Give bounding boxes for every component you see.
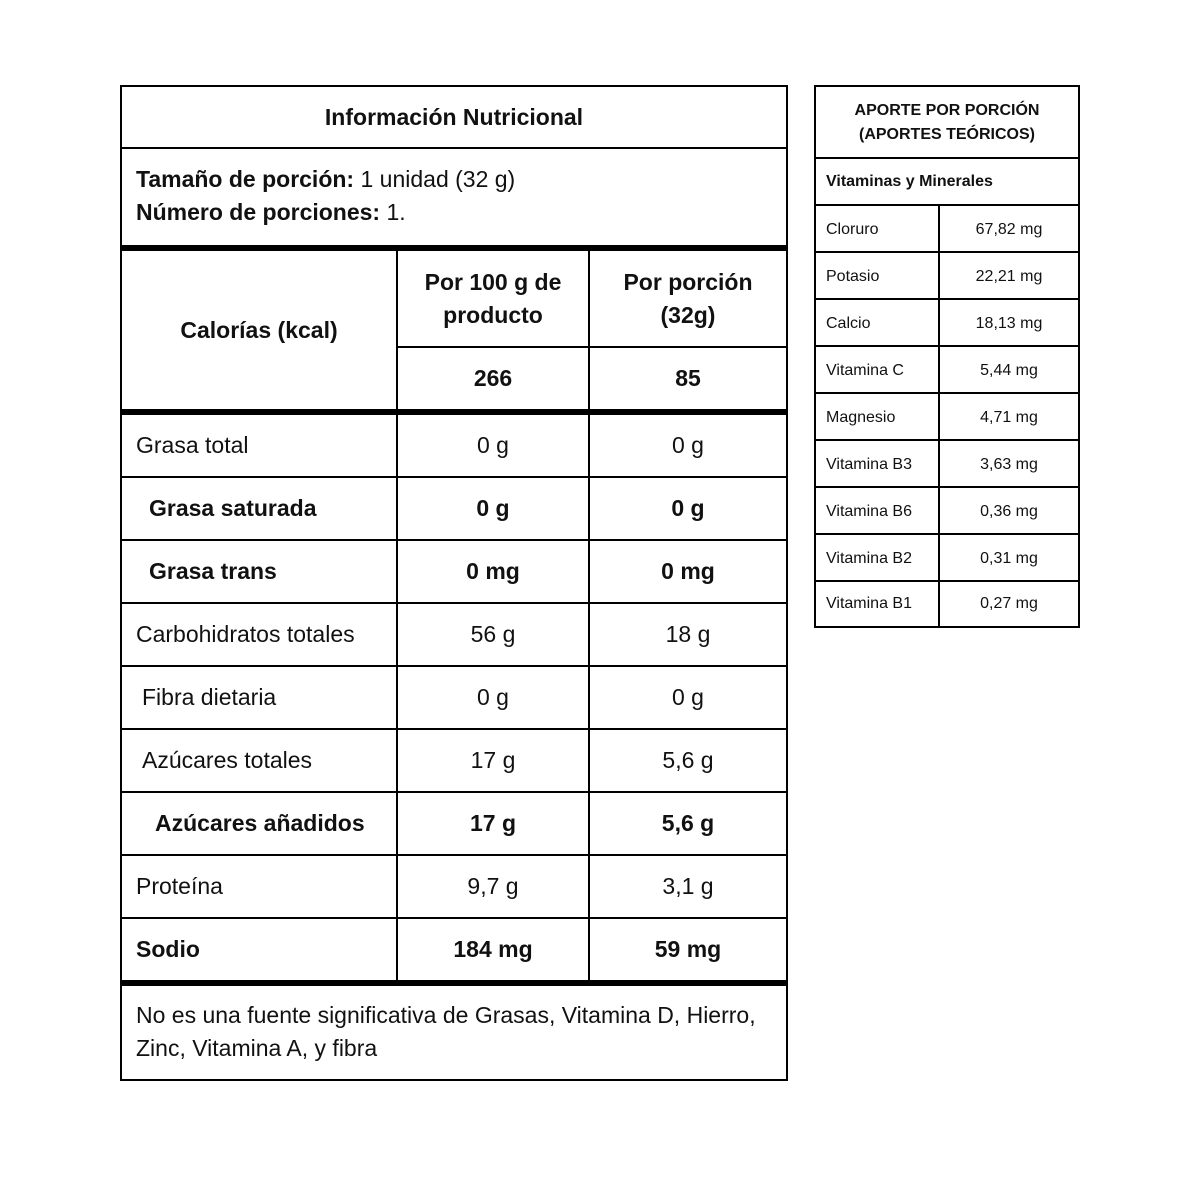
vitamin-name: Vitamina C	[826, 361, 904, 379]
vitamin-value: 3,63 mg	[980, 455, 1038, 473]
servings-label: Número de porciones:	[136, 199, 381, 225]
nutrient-name-grasa-total: Grasa total	[136, 432, 249, 458]
nutrient-portion-proteina: 3,1 g	[662, 873, 714, 899]
column-header-per-portion: Por porción (32g)	[623, 269, 753, 328]
column-divider-1	[396, 251, 398, 980]
nutrient-name-grasa-saturada: Grasa saturada	[149, 495, 317, 521]
column-divider-2	[588, 251, 590, 980]
nutrient-portion-carbohidratos: 18 g	[665, 621, 711, 647]
side-table-subtitle: Vitaminas y Minerales	[826, 172, 993, 190]
vitamin-name: Vitamina B3	[826, 455, 912, 473]
nutrient-per100-carbohidratos: 56 g	[470, 621, 516, 647]
nutrition-facts-table	[120, 85, 788, 1081]
vitamin-name: Vitamina B2	[826, 549, 912, 567]
vitamins-minerals-table	[814, 85, 1080, 628]
nutrient-per100-proteina: 9,7 g	[467, 873, 519, 899]
calories-per-portion: 85	[675, 365, 701, 391]
vitamin-name: Cloruro	[826, 220, 879, 238]
vitamin-value: 0,27 mg	[980, 595, 1038, 612]
side-table-title: APORTE POR PORCIÓN (APORTES TEÓRICOS)	[854, 101, 1040, 143]
nutrient-portion-grasa-total: 0 g	[672, 432, 704, 458]
nutrient-name-azucares-totales: Azúcares totales	[142, 747, 313, 773]
column-header-per-100g: Por 100 g de producto	[424, 269, 562, 328]
nutrient-name-grasa-trans: Grasa trans	[149, 558, 277, 584]
vitamin-row	[816, 206, 1078, 253]
vitamin-row	[816, 488, 1078, 535]
vitamin-value: 0,31 mg	[980, 549, 1038, 567]
nutrition-table-title: Información Nutricional	[122, 87, 786, 149]
thick-divider-bottom	[122, 980, 786, 986]
vitamin-value: 0,36 mg	[980, 502, 1038, 520]
vitamin-name: Potasio	[826, 267, 880, 285]
nutrient-per100-azucares-anadidos: 17 g	[469, 810, 517, 836]
nutrient-portion-azucares-totales: 5,6 g	[662, 747, 714, 773]
calories-per-100g: 266	[473, 365, 513, 391]
footer-note: No es una fuente significativa de Grasas, Vitamina D, Hierro, Zinc, Vitamina A, y fibra	[136, 1002, 756, 1061]
nutrient-per100-azucares-totales: 17 g	[470, 747, 516, 773]
serving-size-value: 1 unidad (32 g)	[354, 166, 516, 192]
vitamin-row	[816, 441, 1078, 488]
vitamin-value: 4,71 mg	[980, 408, 1038, 426]
vitamin-name: Vitamina B1	[826, 595, 912, 612]
nutrient-name-azucares-anadidos: Azúcares añadidos	[155, 810, 365, 836]
vitamin-row	[816, 582, 1078, 626]
nutrient-name-proteina: Proteína	[136, 873, 223, 899]
serving-info	[136, 163, 515, 229]
vitamin-value: 67,82 mg	[975, 220, 1043, 238]
vitamin-value: 18,13 mg	[975, 314, 1043, 332]
vitamin-name: Calcio	[826, 314, 871, 332]
nutrient-per100-grasa-total: 0 g	[477, 432, 509, 458]
nutrient-name-carbohidratos: Carbohidratos totales	[136, 621, 355, 647]
calories-label: Calorías (kcal)	[180, 316, 338, 343]
side-column-divider	[938, 206, 940, 626]
nutrient-portion-grasa-saturada: 0 g	[671, 495, 705, 521]
servings-count	[136, 196, 515, 229]
vitamin-value: 22,21 mg	[975, 267, 1043, 285]
vitamin-row	[816, 300, 1078, 347]
nutrient-per100-grasa-saturada: 0 g	[476, 495, 510, 521]
nutrient-per100-sodio: 184 mg	[453, 936, 533, 962]
vitamin-value: 5,44 mg	[980, 361, 1038, 379]
vitamin-row	[816, 535, 1078, 582]
nutrient-portion-grasa-trans: 0 mg	[661, 558, 715, 584]
vitamin-row	[816, 347, 1078, 394]
vitamin-name: Magnesio	[826, 408, 896, 426]
nutrient-portion-sodio: 59 mg	[654, 936, 722, 962]
vitamin-row	[816, 253, 1078, 300]
vitamin-name: Vitamina B6	[826, 502, 912, 520]
vitamin-row	[816, 394, 1078, 441]
nutrient-per100-grasa-trans: 0 mg	[466, 558, 520, 584]
nutrient-portion-fibra: 0 g	[672, 684, 704, 710]
nutrient-portion-azucares-anadidos: 5,6 g	[661, 810, 715, 836]
serving-size	[136, 163, 515, 196]
servings-value: 1.	[380, 199, 406, 225]
nutrient-name-fibra: Fibra dietaria	[142, 684, 277, 710]
nutrient-per100-fibra: 0 g	[477, 684, 509, 710]
serving-size-label: Tamaño de porción:	[136, 166, 355, 192]
nutrient-name-sodio: Sodio	[136, 936, 200, 962]
